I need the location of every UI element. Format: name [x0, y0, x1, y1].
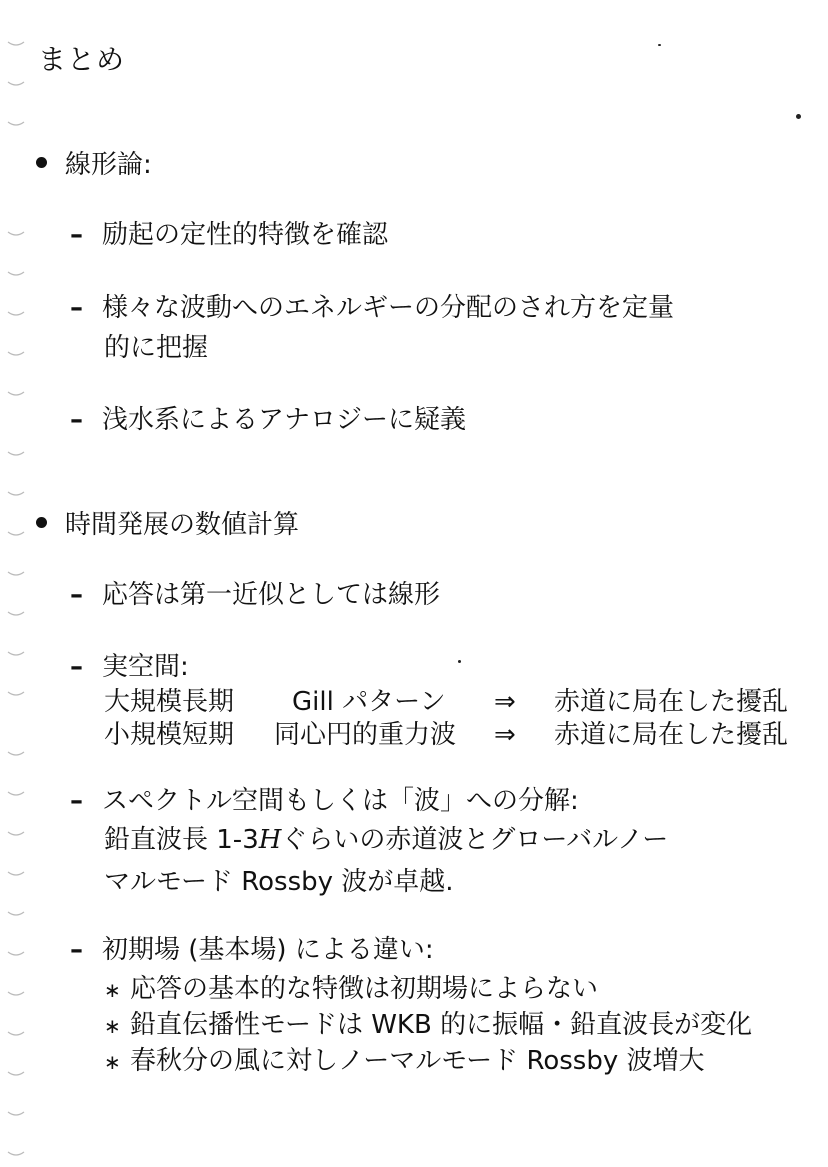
list-item-continuation: マルモード Rossby 波が卓越. — [104, 867, 454, 897]
table-row — [104, 684, 234, 720]
section-heading: 線形論: — [65, 150, 152, 180]
dash-marker: – — [70, 652, 83, 682]
sub-list-item: ∗ 応答の基本的な特徴は初期場によらない — [104, 974, 599, 1004]
table-cell-wave: 同心円的重力波 — [274, 720, 457, 750]
list-item-continuation: 鉛直波長 1-3Hぐらいの赤道波とグローバルノー — [104, 825, 669, 855]
asterisk-marker: ∗ — [104, 977, 121, 1002]
list-item: – 実空間: — [70, 647, 189, 687]
dash-marker: – — [70, 293, 83, 323]
section-heading: 時間発展の数値計算 — [65, 510, 300, 540]
arrow-icon: ⇒ — [494, 720, 516, 750]
list-item: – 様々な波動へのエネルギーの分配のされ方を定量 — [70, 288, 674, 328]
sub-list-item: ∗ 鉛直伝播性モードは WKB 的に振幅・鉛直波長が変化 — [104, 1010, 753, 1040]
scale-cell: 大規模長期 — [104, 687, 235, 717]
binder-hole-marks — [0, 0, 40, 1167]
table-cell-wave: Gill パターン — [292, 687, 446, 717]
sub-list-item: ∗ 春秋分の風に対しノーマルモード Rossby 波増大 — [104, 1046, 705, 1076]
list-item: – 応答は第一近似としては線形 — [70, 575, 440, 615]
table-cell-result: 赤道に局在した擾乱 — [554, 687, 789, 717]
list-item: – スペクトル空間もしくは「波」への分解: — [70, 781, 579, 821]
table-cell-result: 赤道に局在した擾乱 — [554, 720, 789, 750]
list-item-continuation: 的に把握 — [104, 333, 209, 363]
dash-marker: – — [70, 580, 83, 610]
dash-marker: – — [70, 935, 83, 965]
section-numerical — [36, 504, 299, 541]
math-variable: H — [258, 825, 282, 855]
dash-marker: – — [70, 220, 83, 250]
arrow-icon: ⇒ — [494, 687, 516, 717]
bullet-dot — [36, 517, 47, 528]
dash-marker: – — [70, 786, 83, 816]
table-row — [104, 717, 234, 753]
asterisk-marker: ∗ — [104, 1049, 121, 1074]
list-item: – 励起の定性的特徴を確認 — [70, 215, 388, 255]
scale-cell: 小規模短期 — [104, 720, 235, 750]
scan-speck — [796, 114, 801, 119]
dash-marker: – — [70, 405, 83, 435]
list-item: – 初期場 (基本場) による違い: — [70, 930, 434, 970]
scan-speck — [458, 660, 461, 663]
list-item: – 浅水系によるアナロジーに疑義 — [70, 400, 466, 440]
scan-speck — [658, 44, 661, 46]
section-linear — [36, 144, 152, 181]
bullet-dot — [36, 157, 47, 168]
page-title: まとめ — [38, 43, 126, 76]
asterisk-marker: ∗ — [104, 1013, 121, 1038]
